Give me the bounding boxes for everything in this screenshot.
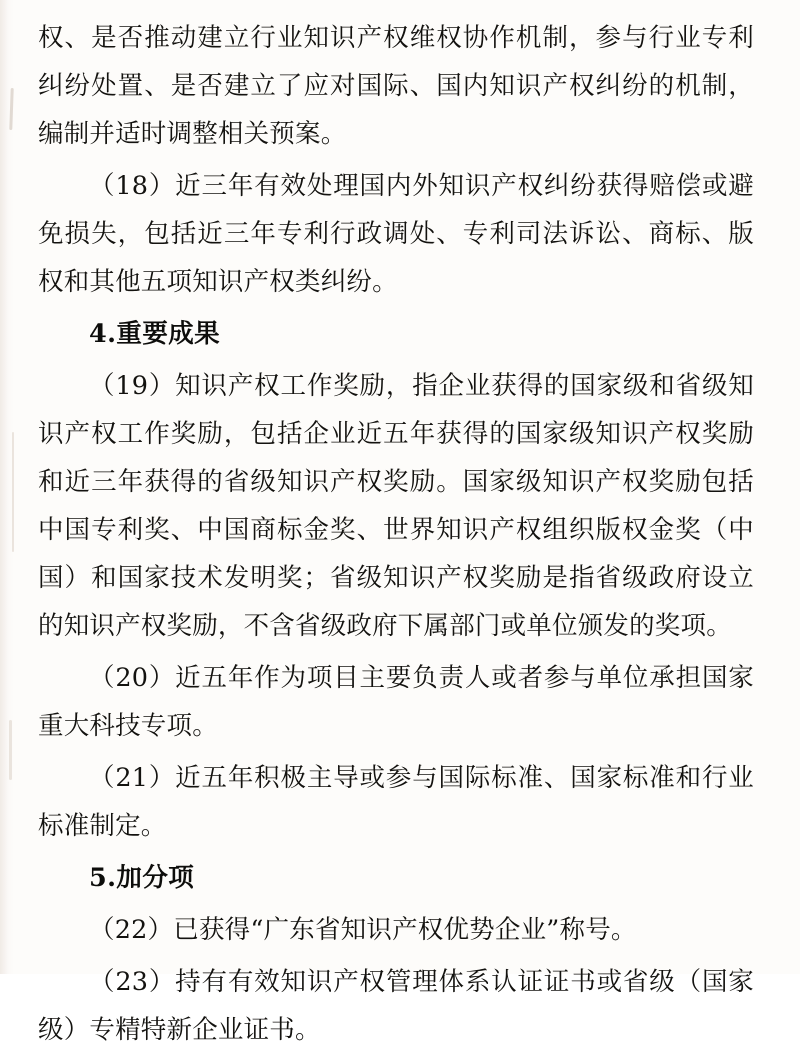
paragraph-item-22: （22）已获得“广东省知识产权优势企业”称号。 xyxy=(89,915,637,945)
paragraph-item-23: （23）持有有效知识产权管理体系认证证书或省级（国家级）专精特新企业证书。 xyxy=(38,967,754,1045)
paragraph-item-20: （20）近五年作为项目主要负责人或者参与单位承担国家重大科技专项。 xyxy=(38,663,754,741)
paragraph-item-19: （19）知识产权工作奖励，指企业获得的国家级和省级知识产权工作奖励，包括企业近五年获得的国家级知识产权奖励和近三年获得的省级知识产权奖励。国家级知识产权奖励包括中国专利奖、中国商标金奖、世界知识产权组织版权金奖（中国）和国家技术发明奖；省级知识产权奖励是指省级政府设立的知识产权奖励，不含省级政府下属部门或单位颁发的奖项。 xyxy=(38,371,754,641)
scan-artifact-mark xyxy=(9,720,12,780)
paragraph-item-18: （18）近三年有效处理国内外知识产权纠纷获得赔偿或避免损失，包括近三年专利行政调处、专利司法诉讼、商标、版权和其他五项知识产权类纠纷。 xyxy=(38,171,754,297)
paragraph-item-21: （21）近五年积极主导或参与国际标准、国家标准和行业标准制定。 xyxy=(38,763,754,841)
scan-artifact-mark xyxy=(12,432,14,552)
section-heading-4: 4.重要成果 xyxy=(89,319,221,349)
section-heading-5: 5.加分项 xyxy=(89,863,195,893)
document-body xyxy=(38,14,754,1054)
paragraph-continued-17: 权、是否推动建立行业知识产权维权协作机制，参与行业专利纠纷处置、是否建立了应对国际、国内知识产权纠纷的机制，编制并适时调整相关预案。 xyxy=(38,23,754,149)
